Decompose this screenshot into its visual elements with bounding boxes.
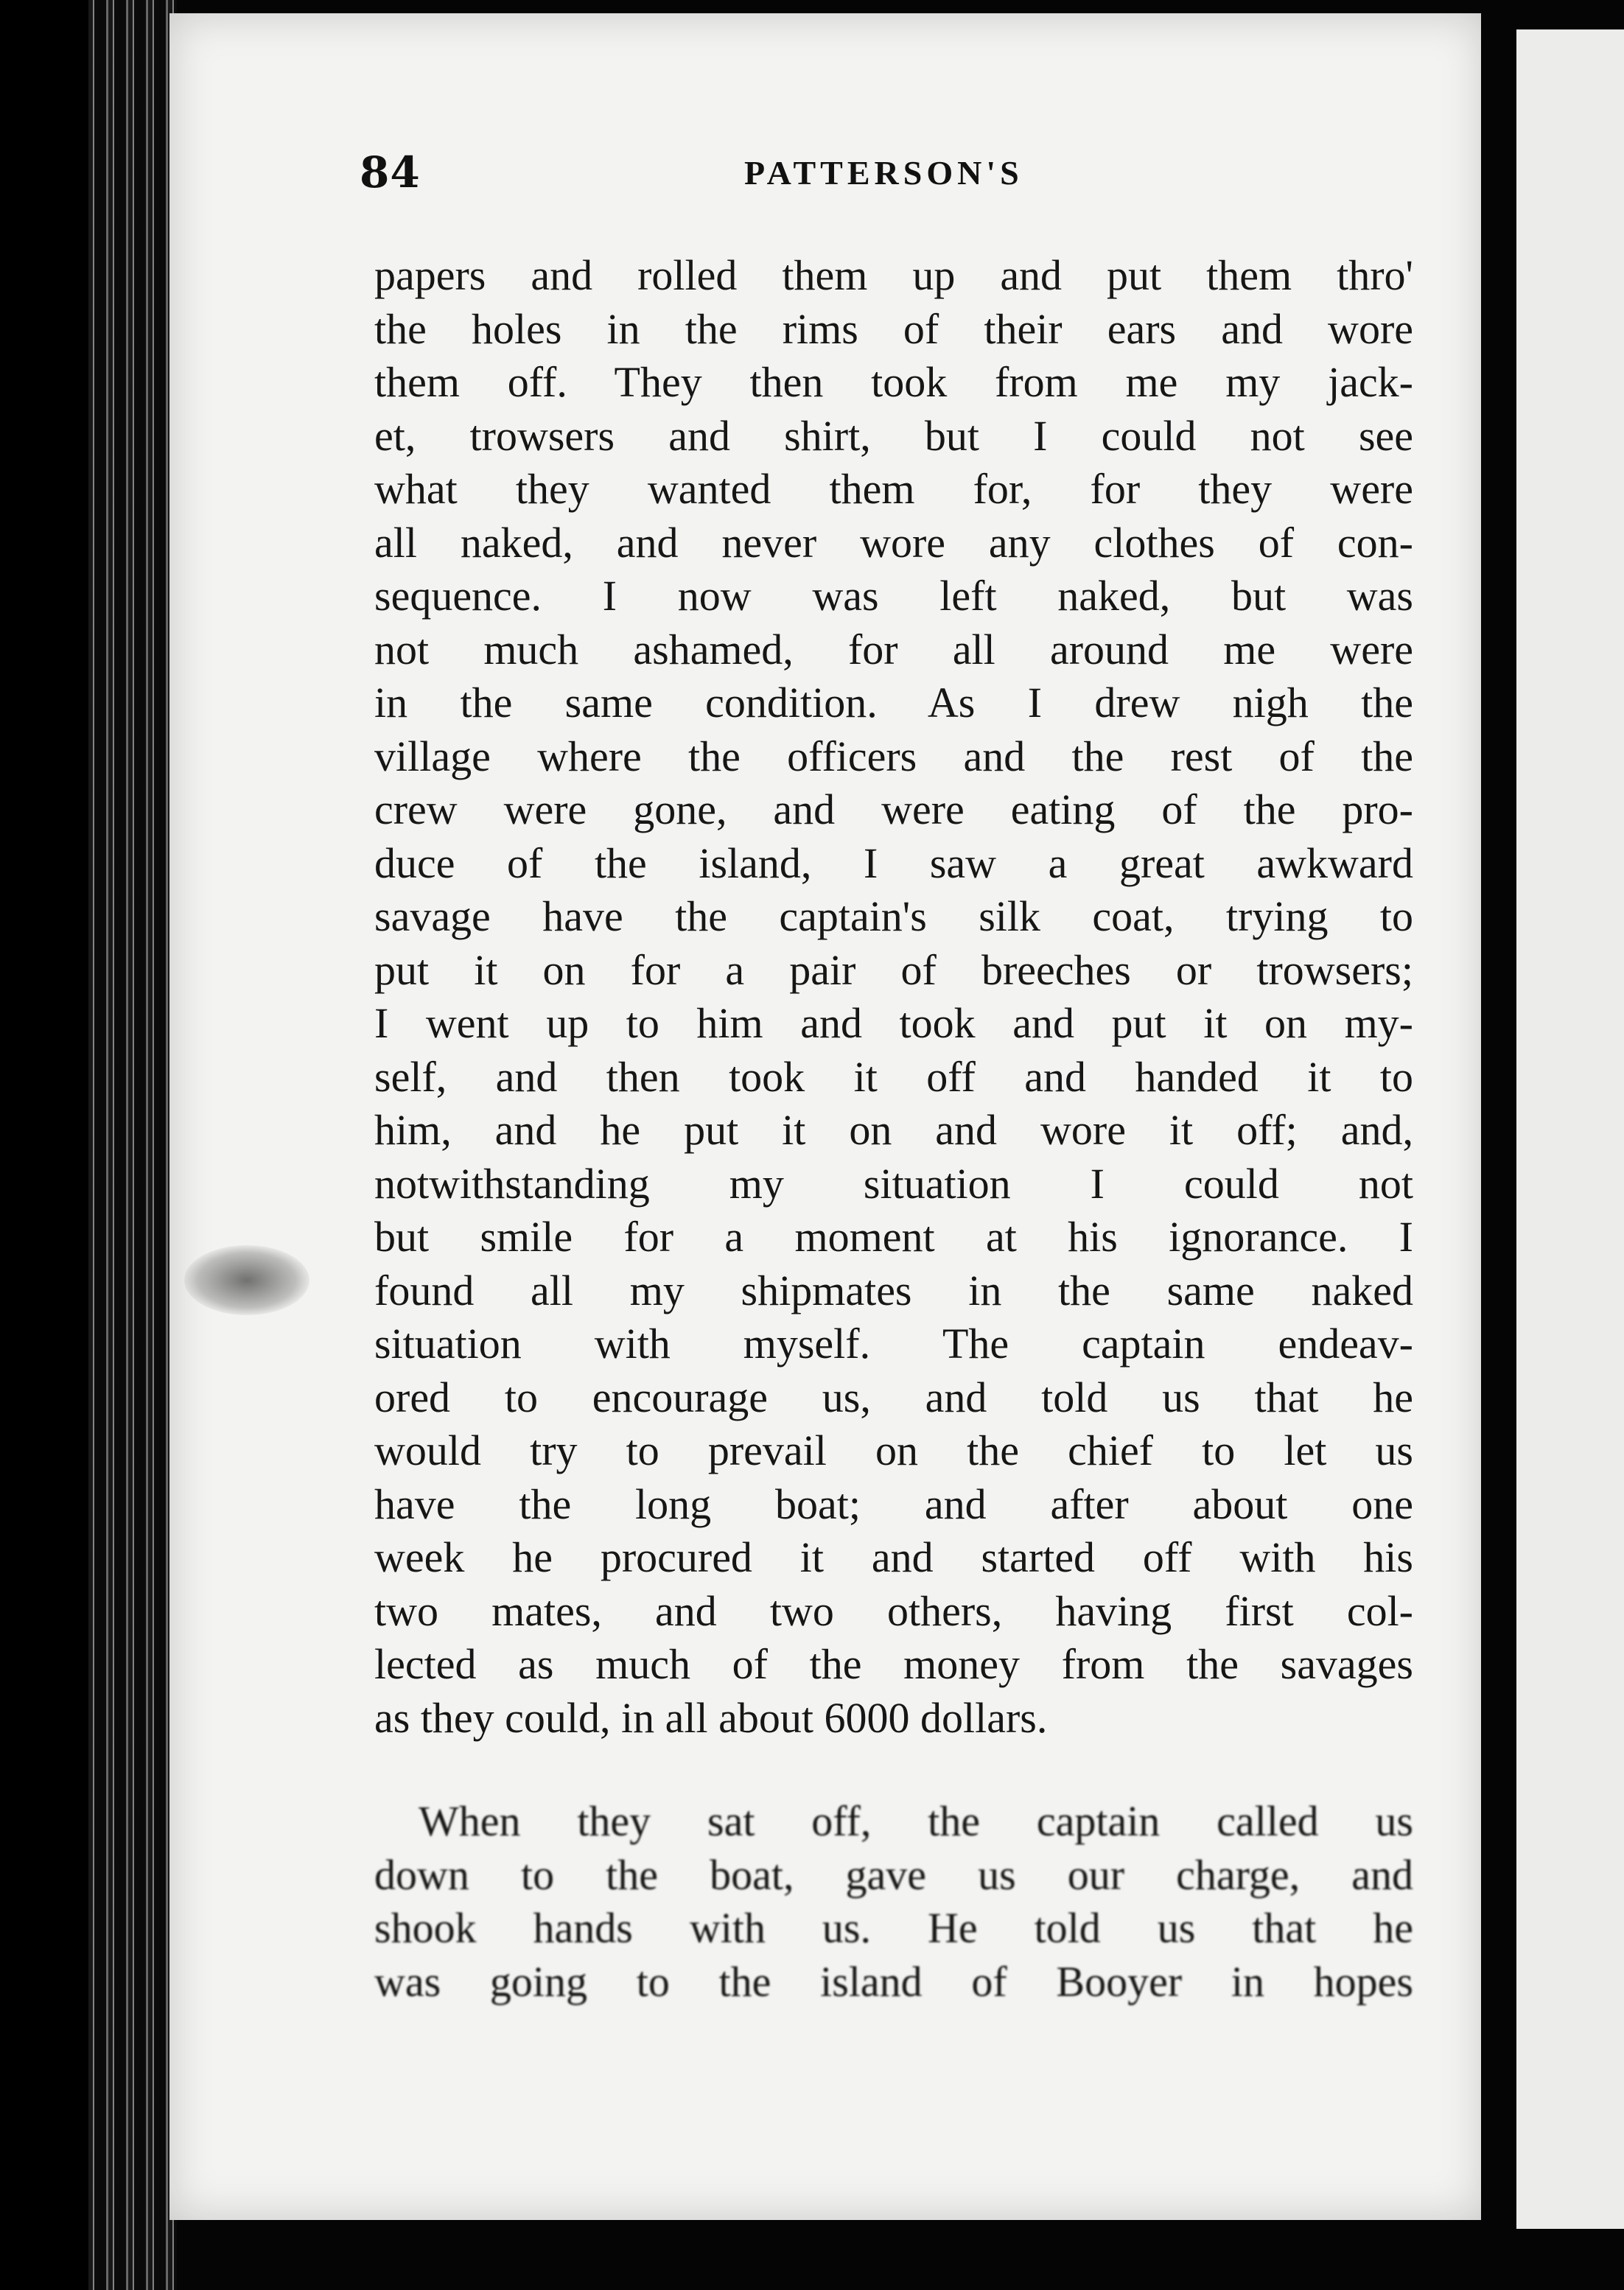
text-line: would try to prevail on the chief to let us (374, 1426, 1413, 1474)
text-line: down to the boat, gave us our charge, and (374, 1850, 1413, 1899)
text-line: in the same condition. As I drew nigh the (374, 679, 1413, 726)
facing-page-edge (1516, 29, 1624, 2229)
text-line: et, trowsers and shirt, but I could not see (374, 411, 1413, 460)
text-line: the holes in the rims of their ears and wore (374, 304, 1413, 353)
text-line: When they sat off, the captain called us (419, 1797, 1413, 1845)
paragraph-2 (374, 1795, 1413, 2009)
page-number: 84 (360, 147, 421, 197)
text-line: week he procured it and started off with his (374, 1533, 1413, 1581)
text-line: situation with myself. The captain endeav- (374, 1320, 1413, 1368)
text-line: crew were gone, and were eating of the pro- (374, 785, 1413, 833)
paragraph-1 (374, 249, 1413, 1745)
text-line: sequence. I now was left naked, but was (374, 572, 1413, 620)
text-line: papers and rolled them up and put them thro' (374, 251, 1413, 299)
text-line: shook hands with us. He told us that he (374, 1904, 1413, 1952)
text-line: as they could, in all about 6000 dollars. (374, 1693, 1048, 1742)
text-line: have the long boat; and after about one (374, 1480, 1413, 1528)
text-line: duce of the island, I saw a great awkward (374, 838, 1413, 887)
text-line: notwithstanding my situation I could not (374, 1159, 1413, 1208)
text-line: was going to the island of Booyer in hopes (374, 1957, 1413, 2006)
text-line: found all my shipmates in the same naked (374, 1266, 1413, 1314)
text-line: I went up to him and took and put it on my- (374, 999, 1413, 1047)
text-line: self, and then took it off and handed it to (374, 1052, 1413, 1101)
text-line: put it on for a pair of breeches or trowsers; (374, 945, 1413, 994)
text-line: what they wanted them for, for they were (374, 465, 1413, 513)
text-line: village where the officers and the rest of the (374, 732, 1413, 780)
text-line: him, and he put it on and wore it off; and, (374, 1106, 1413, 1154)
running-head: PATTERSON'S (744, 154, 1023, 192)
text-line: savage have the captain's silk coat, trying to (374, 892, 1413, 940)
binding-shadow (0, 0, 88, 2290)
text-line: lected as much of the money from the savages (374, 1640, 1413, 1688)
text-line: all naked, and never wore any clothes of con- (374, 518, 1413, 567)
text-line: but smile for a moment at his ignorance. I (374, 1213, 1413, 1261)
body-text (374, 249, 1413, 2009)
page-gutter (1481, 0, 1518, 2290)
text-line: ored to encourage us, and told us that he (374, 1373, 1413, 1421)
ink-smudge (184, 1245, 309, 1315)
text-line: them off. They then took from me my jack- (374, 358, 1413, 406)
text-line: not much ashamed, for all around me were (374, 625, 1413, 673)
text-line: two mates, and two others, having first col- (374, 1586, 1413, 1635)
